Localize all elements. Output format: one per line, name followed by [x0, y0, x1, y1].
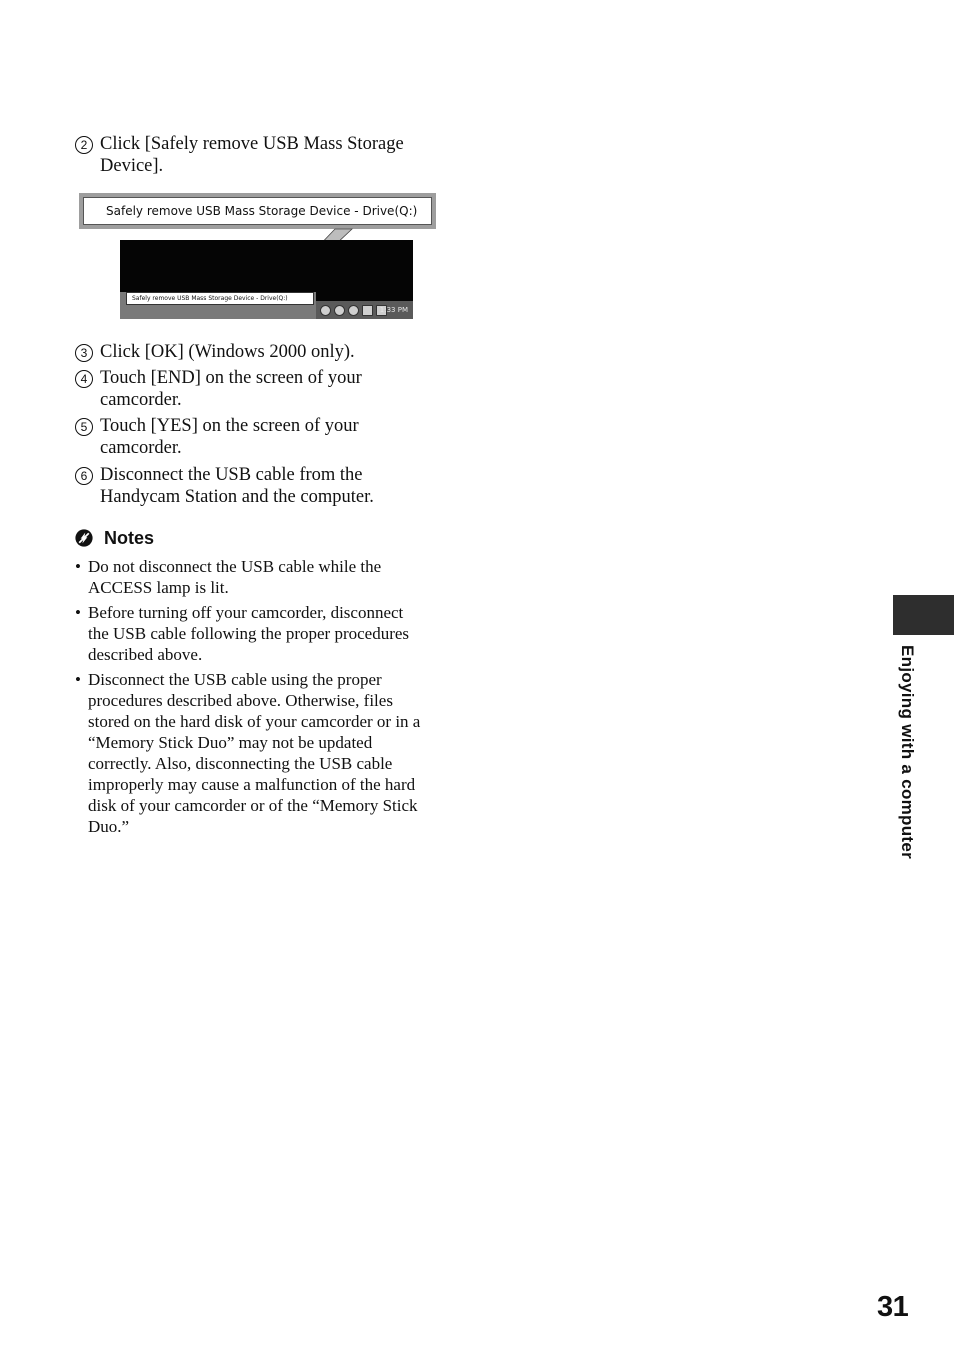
note-line: Do not disconnect the USB cable while the — [88, 557, 382, 576]
callout-text: Safely remove USB Mass Storage Device - Drive(Q:) — [83, 197, 432, 225]
step-6 — [75, 464, 445, 508]
note-item — [75, 669, 447, 837]
step-line: Click [Safely remove USB Mass Storage — [100, 134, 404, 154]
notes-title: Notes — [104, 528, 155, 548]
section-tab-marker — [893, 595, 954, 635]
step-text — [100, 367, 445, 411]
note-line: described above. — [88, 645, 203, 664]
step-text — [100, 464, 445, 508]
note-line: disk of your camcorder or of the “Memory Stick — [88, 796, 418, 815]
tray-icon — [320, 305, 331, 316]
note-text — [88, 669, 447, 837]
note-line: improperly may cause a malfunction of the hard — [88, 775, 416, 794]
step-5 — [75, 415, 445, 459]
bullet: • — [75, 603, 81, 622]
step-line: Click [OK] (Windows 2000 only). — [100, 342, 355, 362]
step-line: Disconnect the USB cable from the — [100, 465, 363, 485]
page-number: 31 — [877, 1291, 909, 1323]
tooltip-small: Safely remove USB Mass Storage Device - Drive(Q:) — [126, 292, 314, 305]
step-line: Touch [END] on the screen of your — [100, 368, 362, 388]
tray-icon — [334, 305, 345, 316]
notes-heading — [75, 527, 154, 549]
step-text — [100, 341, 445, 363]
step-4 — [75, 367, 445, 411]
step-line: Handycam Station and the computer. — [100, 487, 374, 507]
note-line: Before turning off your camcorder, disconnect — [88, 603, 404, 622]
tray-clock: 1:33 PM — [379, 306, 408, 314]
step-number-badge: 3 — [75, 344, 93, 362]
step-text — [100, 415, 445, 459]
usb-tray-icon — [362, 305, 373, 316]
step-line: Device]. — [100, 156, 164, 176]
step-line: Touch [YES] on the screen of your — [100, 416, 359, 436]
step-line: camcorder. — [100, 390, 182, 410]
note-item — [75, 602, 447, 665]
note-line: stored on the hard disk of your camcorder or in a — [88, 712, 421, 731]
callout-pointer — [0, 0, 954, 400]
tray-icon — [348, 305, 359, 316]
note-line: ACCESS lamp is lit. — [88, 578, 229, 597]
system-tray — [316, 301, 413, 319]
step-number-badge: 6 — [75, 467, 93, 485]
screenshot-taskbar — [120, 240, 413, 319]
note-item — [75, 556, 447, 598]
note-line: “Memory Stick Duo” may not be updated — [88, 733, 373, 752]
note-line: the USB cable following the proper procedures — [88, 624, 410, 643]
step-number-badge: 5 — [75, 418, 93, 436]
step-number-badge: 4 — [75, 370, 93, 388]
note-line: correctly. Also, disconnecting the USB cable — [88, 754, 393, 773]
step-number-badge: 2 — [75, 136, 93, 154]
step-line: camcorder. — [100, 438, 182, 458]
bullet: • — [75, 557, 81, 576]
note-text — [88, 556, 447, 598]
note-line: procedures described above. Otherwise, files — [88, 691, 393, 710]
section-tab-label: Enjoying with a computer — [898, 645, 917, 860]
warning-icon — [75, 529, 93, 547]
note-line: Duo.” — [88, 817, 130, 836]
note-line: Disconnect the USB cable using the proper — [88, 670, 382, 689]
note-text — [88, 602, 447, 665]
step-3 — [75, 341, 445, 363]
bullet: • — [75, 670, 81, 689]
